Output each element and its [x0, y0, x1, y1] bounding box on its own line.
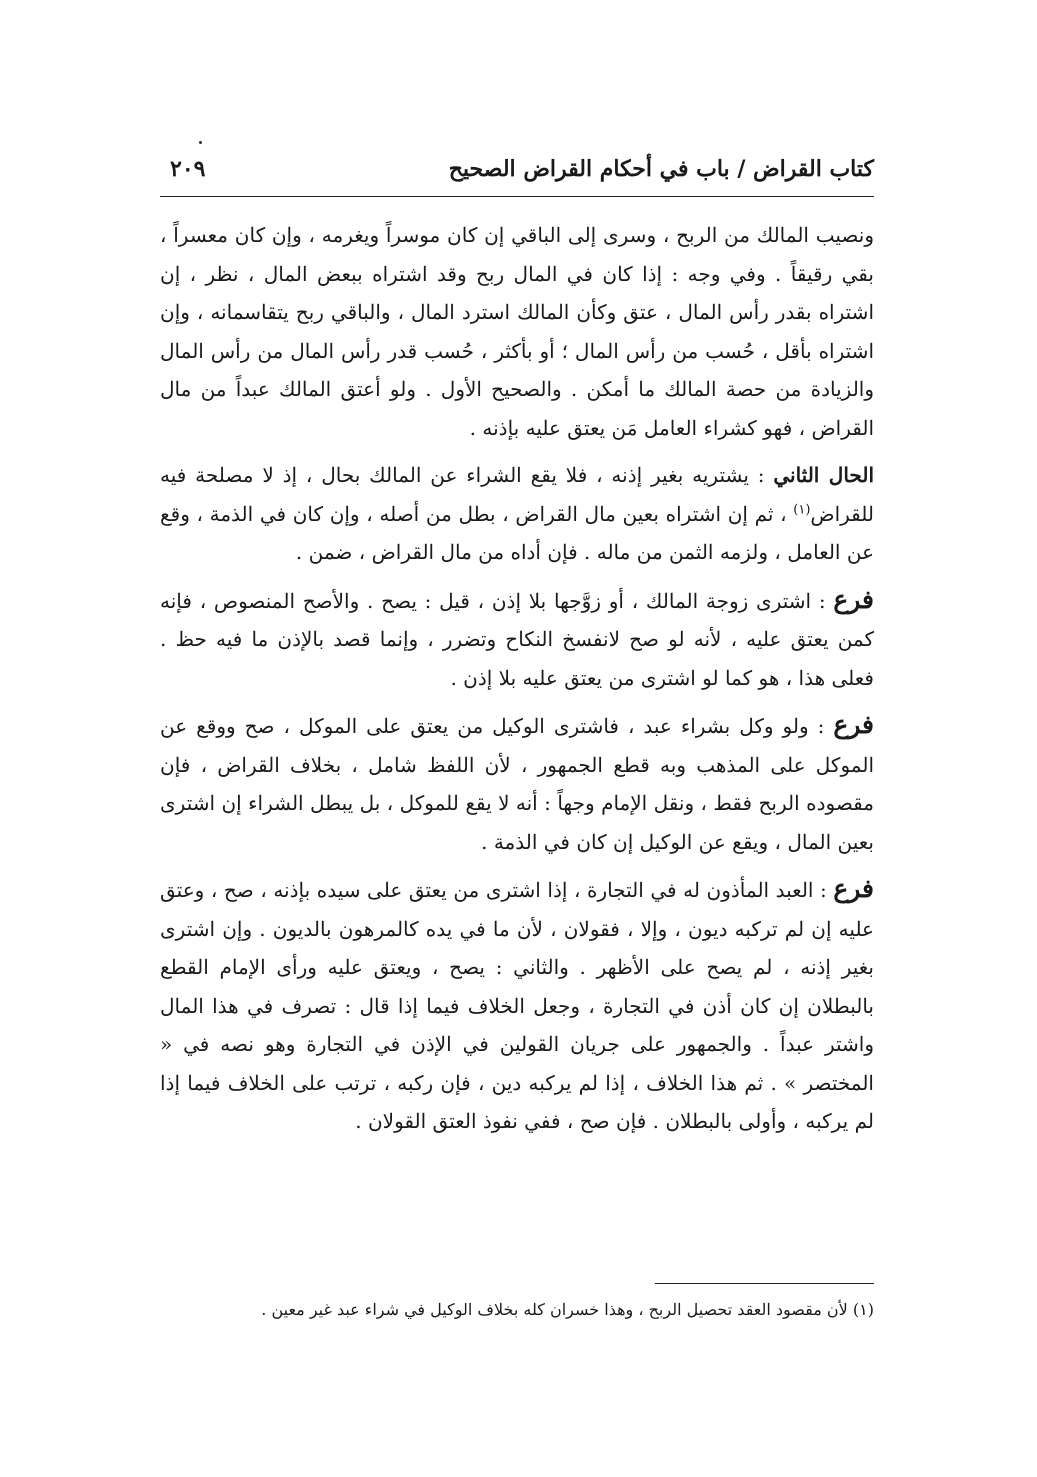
paragraph-2 [160, 456, 874, 572]
paragraph-lead: الحال الثاني [773, 463, 874, 487]
paragraph-lead: فرع [833, 874, 874, 903]
paragraph-text: ، ثم إن اشتراه بعين مال القراض ، بطل من أصله ، وإن كان في الذمة ، وقع عن العامل ، ولزمه الثمن من ماله . فإن أداه من مال القراض ، ضمن . [160, 501, 874, 564]
paragraph-text: : يشتريه بغير إذنه ، فلا يقع الشراء عن المالك بحال ، إذ لا مصلحة فيه للقراض [160, 463, 874, 526]
paragraph-3 [160, 581, 874, 698]
page-number: ٢٠٩ [170, 156, 206, 182]
paragraph-lead: فرع [833, 710, 874, 739]
header-rule [160, 196, 874, 197]
page-header [160, 152, 874, 192]
footnote-text: لأن مقصود العقد تحصيل الربح ، وهذا خسران كله بخلاف الوكيل في شراء عبد غير معين . [261, 1300, 848, 1319]
footnote-reference[interactable]: (١) [793, 501, 811, 517]
footnote [160, 1298, 874, 1322]
paragraph-lead: فرع [833, 584, 874, 614]
paragraph-text: : اشترى زوجة المالك ، أو زوَّجها بلا إذن ، قيل : يصح . والأصح المنصوص ، فإنه كمن يعتق عليه ، لأنه لو صح لانفسخ النكاح وتضرر ، وإنما قصد بالإذن ما فيه حظ . فعلى هذا ، هو كما لو اشترى من يعتق عليه بلا إذن . [160, 588, 874, 690]
paragraph-text: : العبد المأذون له في التجارة ، إذا اشترى من يعتق على سيده بإذنه ، صح ، وعتق عليه إن لم تركبه ديون ، وإلا ، فقولان ، لأن ما في يده كالمرهون بالديون . وإن اشترى بغير إذنه ، لم يصح على الأظهر . والثاني : يصح ، ويعتق عليه ورأى الإمام القطع بالبطلان إن كان أذن في التجارة ، وجعل الخلاف فيما إذا قال : تصرف في هذا المال واشتر عبداً . والجمهور على جريان القولين في الإذن في التجارة وهو نصه في « المختصر » . ثم هذا الخلاف ، إذا لم يركبه دين ، فإن ركبه ، ترتب على الخلاف فيما إذا لم يركبه ، وأولى بالبطلان . فإن صح ، ففي نفوذ العتق القولان . [160, 878, 874, 1133]
running-title: كتاب القراض / باب في أحكام القراض الصحيح [448, 156, 874, 182]
print-speck [199, 141, 202, 144]
footnote-number: (١) [852, 1300, 874, 1319]
paragraph-text: ونصيب المالك من الربح ، وسرى إلى الباقي إن كان موسراً ويغرمه ، وإن كان معسراً ، بقي رقيقاً . وفي وجه : إذا كان في المال ربح وقد اشتراه ببعض المال ، نظر ، إن اشتراه بقدر رأس المال ، عتق وكأن المالك استرد المال ، والباقي ربح يتقاسمانه ، وإن اشتراه بأقل ، حُسب من رأس المال ؛ أو بأكثر ، حُسب قدر رأس المال من رأس المال والزيادة من حصة المالك ما أمكن . والصحيح الأول . ولو أعتق المالك عبداً من مال القراض ، فهو كشراء العامل مَن يعتق عليه بإذنه . [160, 223, 875, 440]
main-text [160, 216, 874, 1141]
paragraph-4 [160, 706, 874, 861]
footnote-rule [655, 1283, 874, 1284]
paragraph-5 [160, 870, 874, 1141]
paragraph-1 [160, 216, 874, 447]
paragraph-text: : ولو وكل بشراء عبد ، فاشترى الوكيل من يعتق على الموكل ، صح ووقع عن الموكل على المذهب وبه قطع الجمهور ، لأن اللفظ شامل ، بخلاف القراض ، فإن مقصوده الربح فقط ، ونقل الإمام وجهاً : أنه لا يقع للموكل ، بل يبطل الشراء إن اشترى بعين المال ، ويقع عن الوكيل إن كان في الذمة . [160, 714, 874, 854]
